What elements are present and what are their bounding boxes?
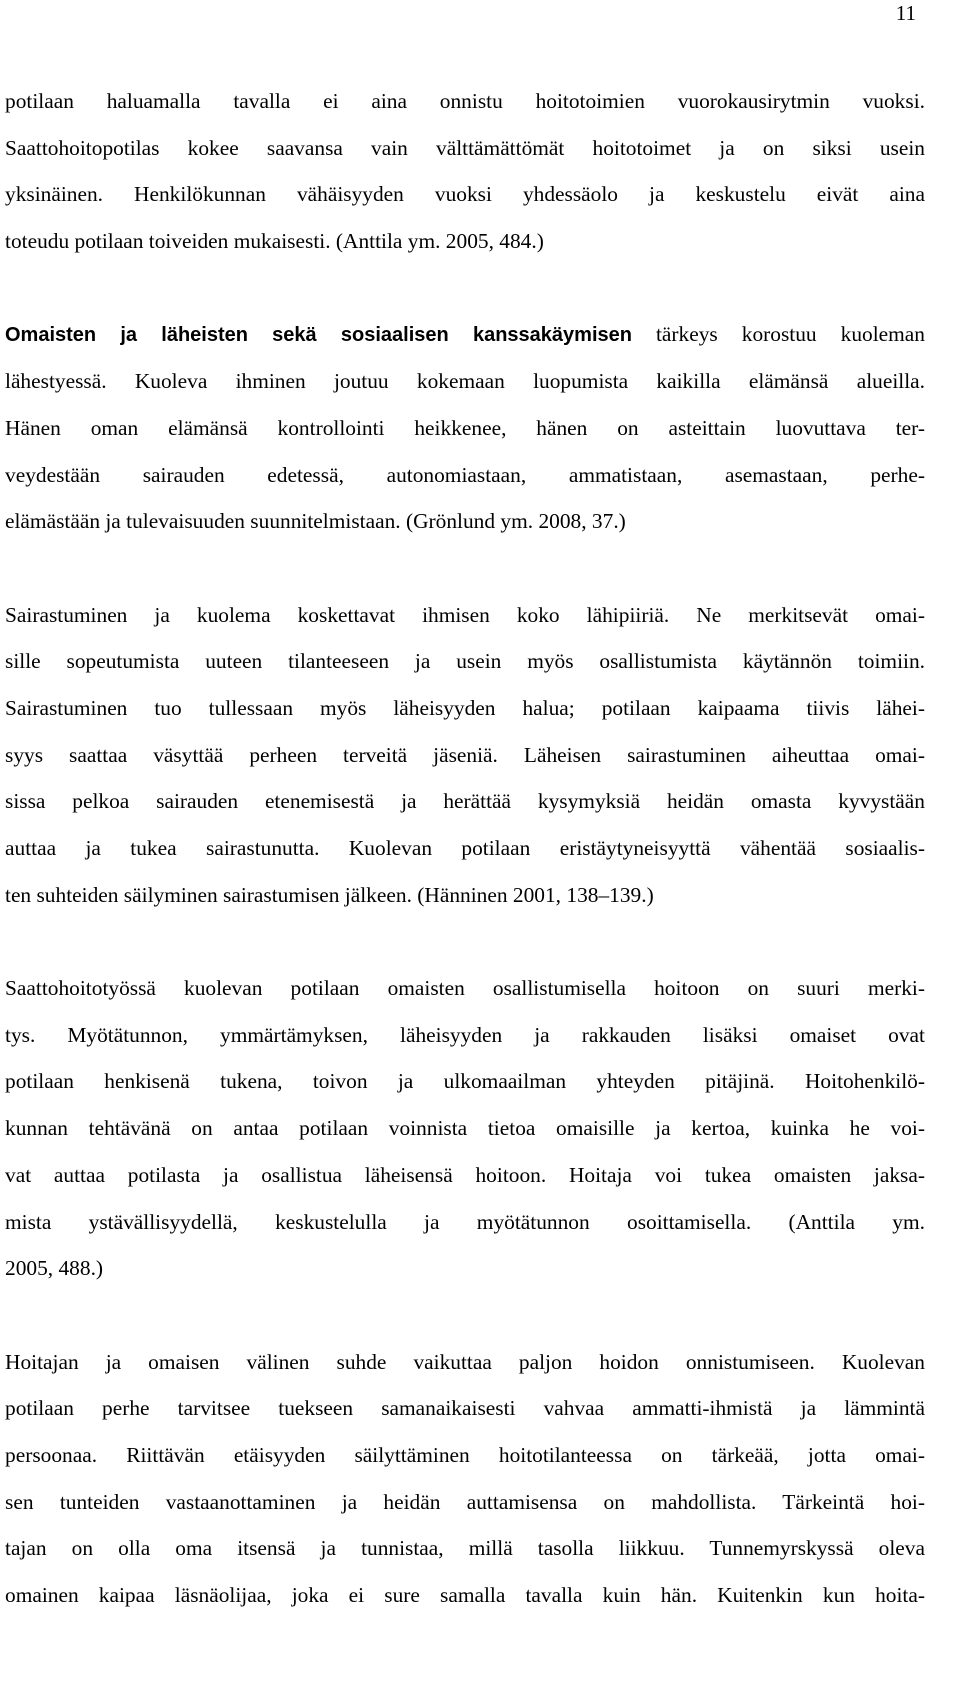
text-line: syys saattaa väsyttää perheen terveitä jäseniä. Läheisen sairastuminen aiheuttaa omai- [5, 742, 925, 767]
text-fragment: tärkeys korostuu kuoleman [631, 322, 925, 347]
text-line: lähestyessä. Kuoleva ihminen joutuu kokemaan luopumista kaikilla elämänsä alueilla. [5, 369, 925, 394]
paragraph-4 [5, 965, 925, 1292]
paragraph-2 [5, 311, 925, 544]
text-line: Sairastuminen tuo tullessaan myös läheisyyden halua; potilaan kaipaama tiivis lähei- [5, 695, 925, 720]
text-line: sen tunteiden vastaanottaminen ja heidän auttamisensa on mahdollista. Tärkeintä hoi- [5, 1489, 925, 1514]
text-line: Sairastuminen ja kuolema koskettavat ihmisen koko lähipiiriä. Ne merkitsevät omai- [5, 602, 925, 627]
text-line: vat auttaa potilasta ja osallistua läheisensä hoitoon. Hoitaja voi tukea omaisten jaksa- [5, 1162, 925, 1187]
text-line: omainen kaipaa läsnäolijaa, joka ei sure samalla tavalla kuin hän. Kuitenkin kun hoita- [5, 1583, 925, 1607]
text-line: veydestään sairauden edetessä, autonomiastaan, ammatistaan, asemastaan, perhe- [5, 462, 925, 487]
text-line: potilaan perhe tarvitsee tuekseen samanaikaisesti vahvaa ammatti-ihmistä ja lämmintä [5, 1396, 925, 1421]
text-line: potilaan henkisenä tukena, toivon ja ulkomaailman yhteyden pitäjinä. Hoitohenkilö- [5, 1069, 925, 1094]
text-line: Hänen oman elämänsä kontrollointi heikkenee, hänen on asteittain luovuttava ter- [5, 415, 925, 440]
text-line: persoonaa. Riittävän etäisyyden säilyttäminen hoitotilanteessa on tärkeää, jotta omai- [5, 1442, 925, 1467]
bold-lead-text: Omaisten ja läheisten sekä sosiaalisen kanssakäymisen [5, 324, 632, 347]
text-line: toteudu potilaan toiveiden mukaisesti. (Anttila ym. 2005, 484.) [5, 229, 544, 254]
text-line: potilaan haluamalla tavalla ei aina onnistu hoitotoimien vuorokausirytmin vuoksi. [5, 89, 925, 113]
text-line: Saattohoitotyössä kuolevan potilaan omaisten osallistumisella hoitoon on suuri merki- [5, 976, 925, 1001]
text-line: Hoitajan ja omaisen välinen suhde vaikuttaa paljon hoidon onnistumiseen. Kuolevan [5, 1349, 925, 1374]
text-line: kunnan tehtävänä on antaa potilaan voinnista tietoa omaisille ja kertoa, kuinka he voi- [5, 1116, 925, 1141]
text-line: yksinäinen. Henkilökunnan vähäisyyden vuoksi yhdessäolo ja keskustelu eivät aina [5, 182, 925, 207]
text-line: 2005, 488.) [5, 1256, 104, 1281]
paragraph-1 [5, 78, 925, 265]
text-line: ten suhteiden säilyminen sairastumisen jälkeen. (Hänninen 2001, 138–139.) [5, 882, 654, 907]
text-line: tys. Myötätunnon, ymmärtämyksen, läheisyyden ja rakkauden lisäksi omaiset ovat [5, 1022, 925, 1047]
text-line: Saattohoitopotilas kokee saavansa vain välttämättömät hoitotoimet ja on siksi usein [5, 135, 925, 160]
text-line: mista ystävällisyydellä, keskustelulla ja myötätunnon osoittamisella. (Anttila ym. [5, 1209, 925, 1234]
text-line [5, 311, 925, 358]
text-line: sille sopeutumista uuteen tilanteeseen ja usein myös osallistumista käytännön toimiin. [5, 649, 925, 674]
page-number: 11 [895, 1, 916, 25]
text-line: auttaa ja tukea sairastunutta. Kuolevan potilaan eristäytyneisyyttä vähentää sosiaalis- [5, 836, 925, 860]
document-body [5, 78, 925, 1619]
paragraph-5 [5, 1339, 925, 1619]
text-line: sissa pelkoa sairauden etenemisestä ja herättää kysymyksiä heidän omasta kyvystään [5, 789, 925, 814]
text-line: tajan on olla oma itsensä ja tunnistaa, millä tasolla liikkuu. Tunnemyrskyssä oleva [5, 1536, 925, 1561]
text-line: elämästään ja tulevaisuuden suunnitelmistaan. (Grönlund ym. 2008, 37.) [5, 509, 626, 534]
paragraph-3 [5, 592, 925, 919]
